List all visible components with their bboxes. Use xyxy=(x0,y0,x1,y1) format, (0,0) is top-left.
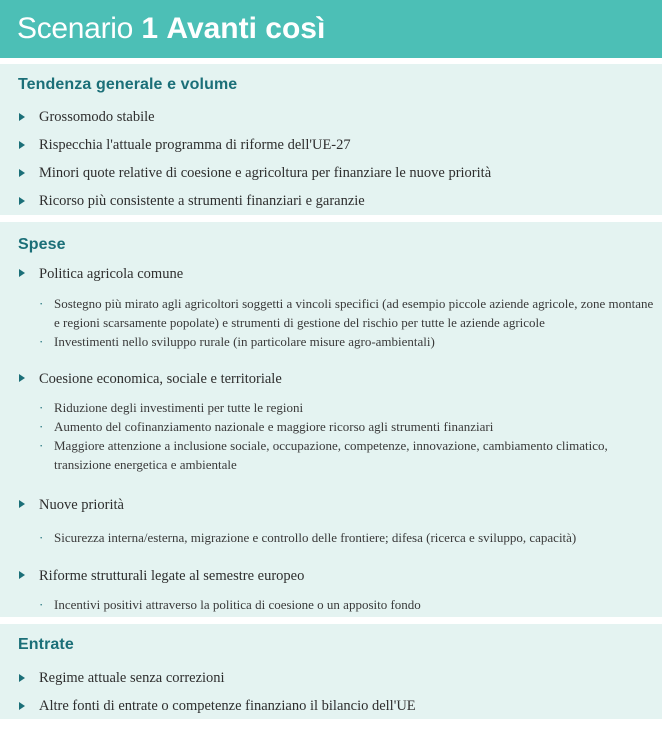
list-item-text: Ricorso più consistente a strumenti finanziari e garanzie xyxy=(39,193,365,209)
group-label: Nuove priorità xyxy=(39,497,124,513)
sub-list-item xyxy=(18,595,658,614)
group-label: Politica agricola comune xyxy=(39,266,184,282)
sub-list-item xyxy=(18,294,658,332)
list-item xyxy=(18,103,658,131)
list-item-text: Rispecchia l'attuale programma di riforme dell'UE-27 xyxy=(39,137,351,153)
spending-group-agriculture xyxy=(18,264,658,284)
triangle-bullet-icon xyxy=(19,374,25,382)
sub-item-text: Sicurezza interna/esterna, migrazione e controllo delle frontiere; difesa (ricerca e sviluppo, capacità) xyxy=(54,530,577,545)
list-item xyxy=(18,692,658,720)
triangle-bullet-icon xyxy=(19,500,25,508)
list-item-text: Grossomodo stabile xyxy=(39,109,155,125)
triangle-bullet-icon xyxy=(19,113,25,121)
trend-heading: Tendenza generale e volume xyxy=(18,76,238,93)
sub-item-text: Incentivi positivi attraverso la politica di coesione o un apposito fondo xyxy=(54,597,421,612)
list-item xyxy=(18,159,658,187)
dot-bullet-icon: · xyxy=(39,400,44,415)
sub-list-item xyxy=(18,332,658,351)
title-name: Avanti così xyxy=(166,12,326,45)
list-item xyxy=(18,664,658,692)
dot-bullet-icon: · xyxy=(39,530,44,545)
triangle-bullet-icon xyxy=(19,571,25,579)
triangle-bullet-icon xyxy=(19,141,25,149)
sub-item-text: Investimenti nello sviluppo rurale (in particolare misure agro-ambientali) xyxy=(54,334,435,349)
dot-bullet-icon: · xyxy=(39,419,44,434)
spending-panel xyxy=(0,222,662,617)
dot-bullet-icon: · xyxy=(39,438,44,453)
triangle-bullet-icon xyxy=(19,702,25,710)
sub-list-item xyxy=(18,436,658,474)
spending-group-cohesion xyxy=(18,369,658,389)
sub-list-item xyxy=(18,528,658,547)
group-label: Riforme strutturali legate al semestre europeo xyxy=(39,568,305,584)
dot-bullet-icon: · xyxy=(39,334,44,349)
title-word: Scenario xyxy=(17,12,134,45)
sub-item-text: Maggiore attenzione a inclusione sociale, occupazione, competenze, innovazione, cambiamento climatico, transizione energetica e ambientale xyxy=(54,438,608,472)
triangle-bullet-icon xyxy=(19,674,25,682)
list-item-text: Minori quote relative di coesione e agricoltura per finanziare le nuove priorità xyxy=(39,165,492,181)
trend-panel xyxy=(0,64,662,215)
list-item-text: Altre fonti di entrate o competenze finanziano il bilancio dell'UE xyxy=(39,698,416,714)
sub-list-item xyxy=(18,398,658,417)
spending-group-new-priorities xyxy=(18,495,658,515)
sub-item-text: Sostegno più mirato agli agricoltori soggetti a vincoli specifici (ad esempio piccole aziende agricole, zone montane e regioni scarsamente popolate) e strumenti di gestione del rischio per tutte le aziende agricole xyxy=(54,296,654,330)
list-item xyxy=(18,131,658,159)
list-item xyxy=(18,187,658,215)
revenue-heading: Entrate xyxy=(18,636,74,653)
sub-item-text: Riduzione degli investimenti per tutte le regioni xyxy=(54,400,304,415)
sub-list-item xyxy=(18,417,658,436)
dot-bullet-icon: · xyxy=(39,597,44,612)
dot-bullet-icon: · xyxy=(39,296,44,311)
spending-group-structural-reforms xyxy=(18,566,658,586)
title-number: 1 xyxy=(141,12,159,45)
group-label: Coesione economica, sociale e territoriale xyxy=(39,371,282,387)
revenue-panel xyxy=(0,624,662,719)
structural-reforms-sublist xyxy=(18,595,658,614)
triangle-bullet-icon xyxy=(19,169,25,177)
spending-heading: Spese xyxy=(18,236,66,253)
triangle-bullet-icon xyxy=(19,197,25,205)
page-title xyxy=(0,0,662,58)
list-item-text: Regime attuale senza correzioni xyxy=(39,670,225,686)
agriculture-sublist xyxy=(18,294,658,351)
triangle-bullet-icon xyxy=(19,269,25,277)
cohesion-sublist xyxy=(18,398,658,474)
new-priorities-sublist xyxy=(18,528,658,547)
sub-item-text: Aumento del cofinanziamento nazionale e maggiore ricorso agli strumenti finanziari xyxy=(54,419,494,434)
